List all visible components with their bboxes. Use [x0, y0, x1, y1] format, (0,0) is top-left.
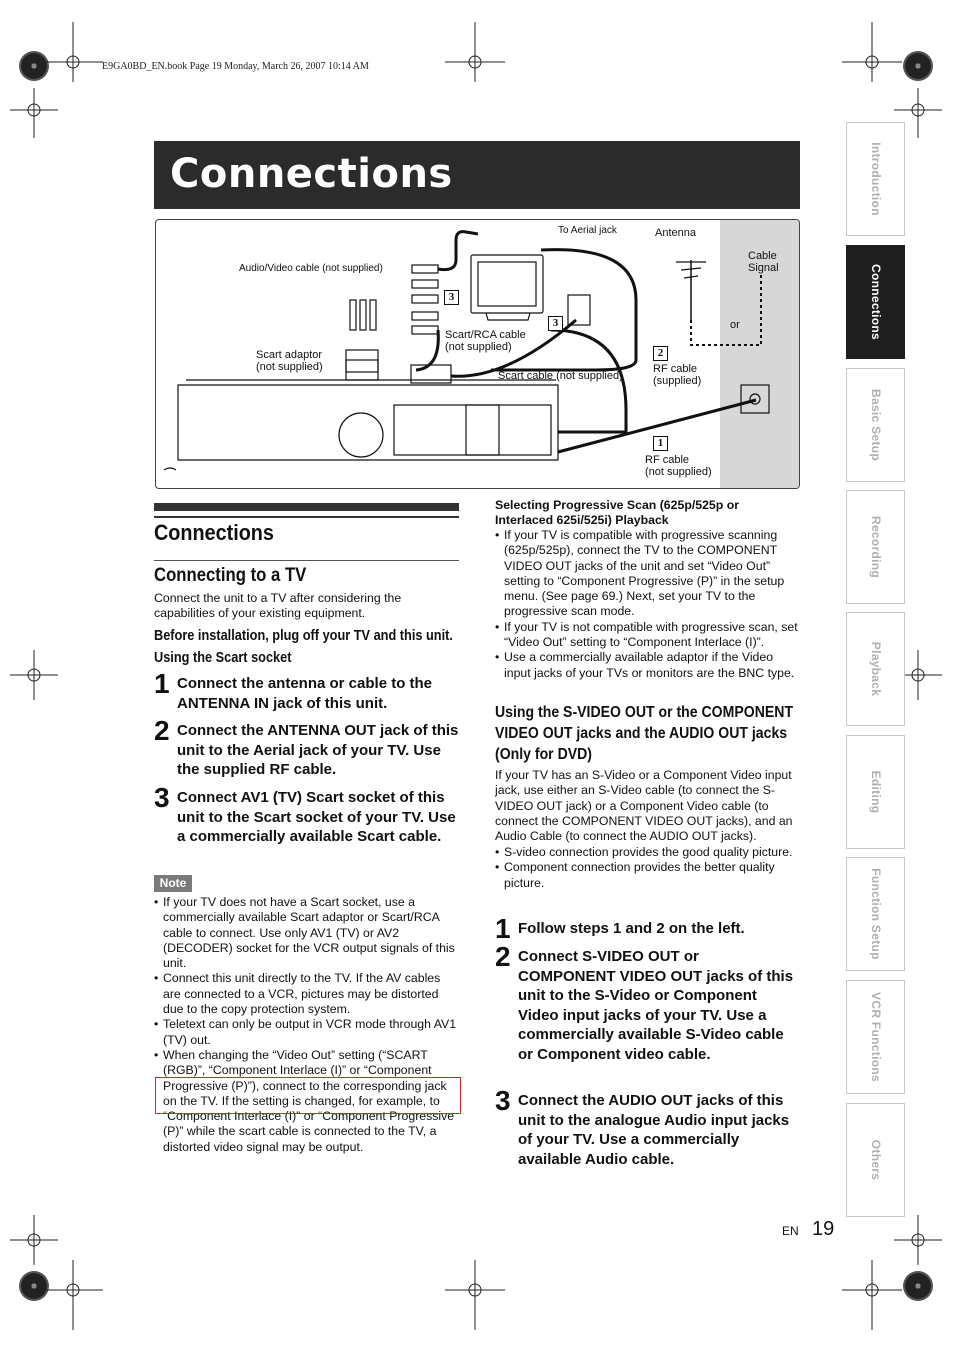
section-title: Connections [154, 520, 274, 545]
label-scart-cable: Scart cable (not supplied) [498, 370, 623, 382]
progressive-list [495, 528, 800, 681]
list-item: • S-video connection provides the good quality picture. [495, 845, 800, 860]
subsection-rule [154, 560, 459, 561]
list-item: • Teletext can only be output in VCR mode through AV1 (TV) out. [154, 1017, 459, 1048]
label-scart-adaptor: Scart adaptor (not supplied) [256, 349, 323, 373]
svideo-heading: Using the S-VIDEO OUT or the COMPONENT VIDEO OUT jacks and the AUDIO OUT jacks (Only for DVD) [495, 704, 794, 763]
label-rf-supplied: RF cable (supplied) [653, 363, 702, 387]
list-item: • Connect this unit directly to the TV. If the AV cables are connected to a VCR, pictures may be distorted due to the copy protection system. [154, 971, 459, 1017]
note-label: Note [154, 875, 192, 892]
label-or: or [730, 319, 740, 331]
page-num: 19 [812, 1218, 835, 1240]
tab-others[interactable]: Others [846, 1103, 905, 1217]
connection-diagram [155, 219, 800, 489]
section-rule [154, 503, 459, 511]
marker-1: 1 [653, 436, 668, 451]
highlight-box [155, 1077, 461, 1114]
label-av-cable: Audio/Video cable (not supplied) [239, 263, 383, 274]
label-rf-not-supplied: RF cable (not supplied) [645, 454, 712, 478]
list-item: • If your TV is not compatible with progressive scan, set “Video Out” setting to “Component Interlace (I)”. [495, 620, 800, 651]
list-item: • If your TV does not have a Scart socket, use a commercially available Scart adaptor or Scart/RCA cable to connect. Use only AV1 (TV) or AV2 (DECODER) socket for the VCR output signals of this unit. [154, 895, 459, 971]
lang-label: EN [782, 1224, 799, 1238]
tab-vcr-functions[interactable]: VCR Functions [846, 980, 905, 1094]
tab-basic-setup[interactable]: Basic Setup [846, 368, 905, 482]
page-title-bar [154, 141, 800, 209]
label-antenna: Antenna [655, 227, 696, 239]
section-rule-thin [154, 516, 459, 518]
label-cable-signal: Cable Signal [748, 250, 779, 274]
marker-3a: 3 [444, 290, 459, 305]
list-item: • Component connection provides the better quality picture. [495, 860, 800, 891]
list-item: • When changing the “Video Out” setting (“SCART (RGB)”, “Component Interlace (I)” or “Component Progressive (P)”), connect to the corresponding jack on the TV. If the setting is changed, for example, to “Component Interlace (I)” or “Component Progressive (P)” while the scart cable is connected to the TV, a distorted video signal may be output. [154, 1048, 459, 1155]
subsection-title: Connecting to a TV [154, 565, 307, 586]
page-title: Connections [170, 151, 453, 197]
list-item: • If your TV is compatible with progressive scanning (625p/525p), connect the TV to the COMPONENT VIDEO OUT jacks of the unit and set “Video Out” setting to “Component Progressive (P)” in the setup menu. (See page 69.) Next, set your TV to the progressive scan mode. [495, 528, 800, 620]
svideo-intro: If your TV has an S-Video or a Component Video input jack, use either an S-Video cable (to connect the S-VIDEO OUT jack) or a Component Video cable (to connect the COMPONENT VIDEO OUT jacks), and an Audio Cable (to connect the AUDIO OUT jacks). [495, 768, 793, 844]
marker-2: 2 [653, 346, 668, 361]
progressive-heading: Selecting Progressive Scan (625p/525p or Interlaced 625i/525i) Playback [495, 498, 739, 528]
notes-list [154, 895, 459, 1155]
tab-playback[interactable]: Playback [846, 612, 905, 726]
intro-text: Connect the unit to a TV after considering the capabilities of your existing equipment. [154, 591, 402, 621]
tab-introduction[interactable]: Introduction [846, 122, 905, 236]
marker-3b: 3 [548, 316, 563, 331]
file-stamp: E9GA0BD_EN.book Page 19 Monday, March 26, 2007 10:14 AM [102, 61, 369, 72]
svideo-list [495, 845, 800, 891]
diagram-drawing [156, 220, 799, 488]
scart-heading: Using the Scart socket [154, 649, 292, 666]
tab-recording[interactable]: Recording [846, 490, 905, 604]
tab-connections[interactable]: Connections [846, 245, 905, 359]
tab-editing[interactable]: Editing [846, 735, 905, 849]
label-to-aerial: To Aerial jack [558, 225, 617, 236]
tab-function-setup[interactable]: Function Setup [846, 857, 905, 971]
list-item: • Use a commercially available adaptor if the Video input jacks of your TVs or monitors are the BNC type. [495, 650, 800, 681]
label-scart-rca: Scart/RCA cable (not supplied) [445, 329, 526, 353]
warning-heading: Before installation, plug off your TV and this unit. [154, 627, 453, 644]
